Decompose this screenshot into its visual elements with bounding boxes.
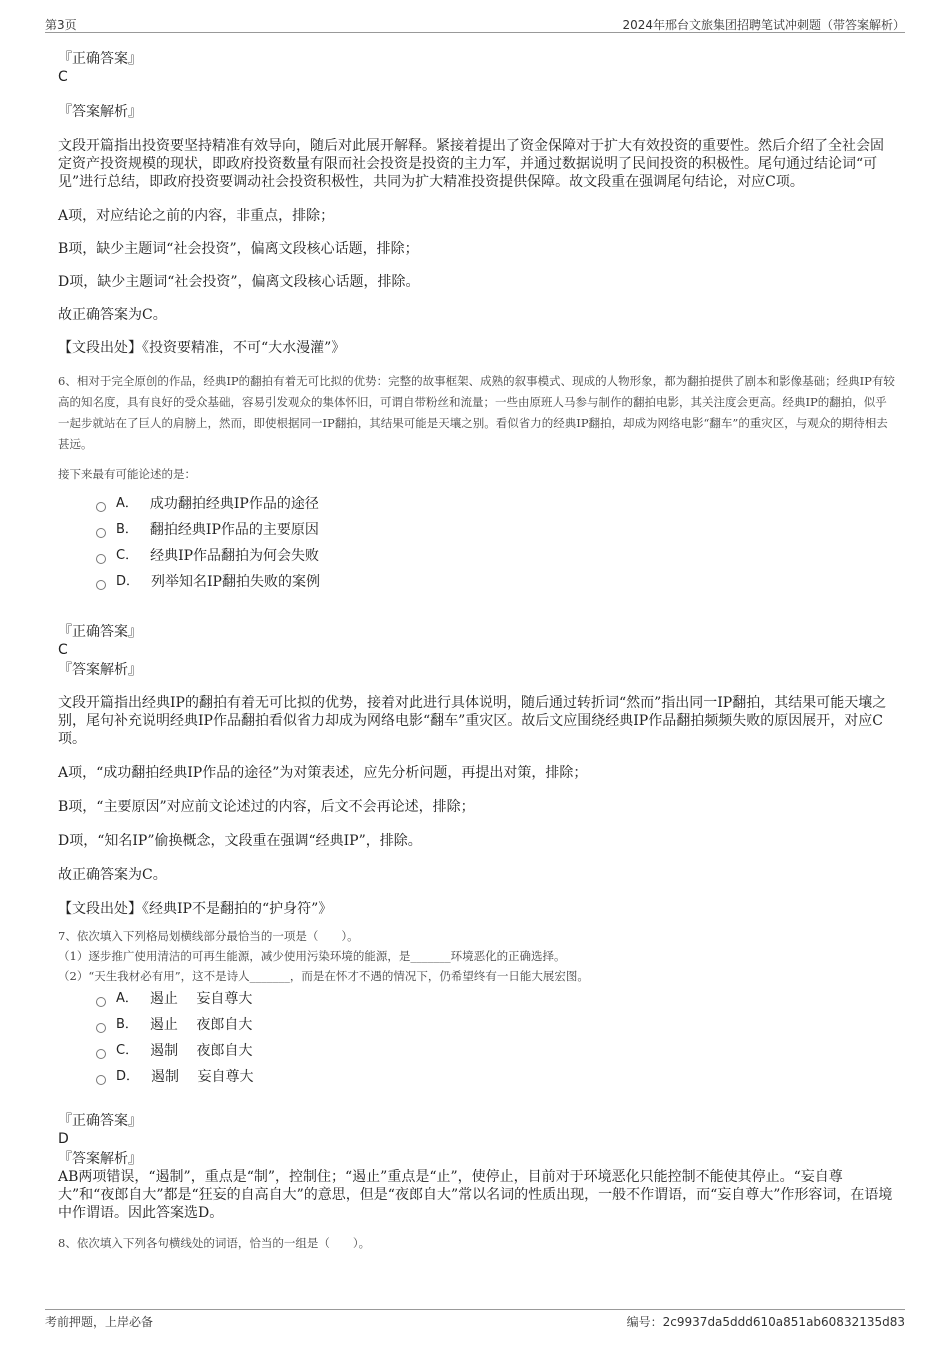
- option-label: A．: [116, 496, 138, 511]
- q6-prompt: 接下来最有可能论述的是：: [58, 467, 196, 481]
- page-header: [45, 12, 905, 32]
- q5-analysis-b: B项，缺少主题词“社会投资”，偏离文段核心话题，排除；: [58, 241, 419, 257]
- q6-analysis-a: A项，“成功翻拍经典IP作品的途径”为对策表述，应先分析问题，再提出对策，排除；: [58, 765, 588, 781]
- radio-icon[interactable]: [96, 997, 106, 1007]
- q7-sub-2: （2）“天生我材必有用”，这不是诗人_______，而是在怀才不遇的情况下，仍希望终有一日能大展宏图。: [58, 969, 589, 983]
- q7-option-a[interactable]: [96, 986, 896, 1012]
- q7-option-c[interactable]: [96, 1038, 896, 1064]
- option-text: 遏止 夜郎自大: [149, 1017, 253, 1033]
- q6-conclusion: 故正确答案为C。: [58, 867, 167, 883]
- radio-icon[interactable]: [96, 1075, 106, 1085]
- q7-options: [96, 986, 896, 1090]
- q6-options: [96, 491, 896, 595]
- q7-option-b[interactable]: [96, 1012, 896, 1038]
- q6-option-c[interactable]: [96, 543, 896, 569]
- q6-analysis-d: D项，“知名IP”偷换概念，文段重在强调“经典IP”，排除。: [58, 833, 422, 849]
- q5-answer-label: 『正确答案』: [58, 51, 142, 67]
- q6-answer: C: [58, 642, 68, 658]
- radio-icon[interactable]: [96, 502, 106, 512]
- q8-stem: 8、依次填入下列各句横线处的词语，恰当的一组是（ ）。: [58, 1236, 371, 1250]
- q5-answer: C: [58, 69, 68, 85]
- option-text: 遏制 夜郎自大: [150, 1043, 253, 1059]
- q5-analysis-d: D项，缺少主题词“社会投资”，偏离文段核心话题，排除。: [58, 274, 420, 290]
- q7-answer: D: [58, 1131, 69, 1147]
- page-number: 第3页: [45, 18, 77, 32]
- q6-analysis-b: B项，“主要原因”对应前文论述过的内容，后文不会再论述，排除；: [58, 799, 475, 815]
- option-label: D．: [116, 1069, 140, 1084]
- header-divider: [45, 32, 905, 33]
- radio-icon[interactable]: [96, 580, 106, 590]
- q5-conclusion: 故正确答案为C。: [58, 307, 167, 323]
- q5-source: 【文段出处】《投资要精准，不可“大水漫灌”》: [58, 340, 346, 356]
- option-text: 翻拍经典IP作品的主要原因: [149, 522, 319, 538]
- q6-stem: 6、相对于完全原创的作品，经典IP的翻拍有着无可比拟的优势：完整的故事框架、成熟的叙事模式、现成的人物形象，都为翻拍提供了剧本和影像基础；经典IP有较高的知名度，具有良好的受众基础，容易引发观众的集体怀旧，可谓自带粉丝和流量；一些由原班人马参与制作的翻拍电影，其关注度会更高。经典IP的翻拍，似乎一起步就站在了巨人的肩膀上，然而，即使根据同一IP翻拍，其结果可能是天壤之别。看似省力的经典IP翻拍，却成为网络电影“翻车”的重灾区，与观众的期待相去甚远。: [58, 374, 895, 451]
- document-code: 编号：2c9937da5ddd610a851ab60832135d83: [626, 1315, 905, 1329]
- page-footer: [45, 1313, 905, 1333]
- radio-icon[interactable]: [96, 1023, 106, 1033]
- option-label: C．: [116, 1043, 139, 1058]
- footer-divider: [45, 1309, 905, 1310]
- radio-icon[interactable]: [96, 1049, 106, 1059]
- q6-option-a[interactable]: [96, 491, 896, 517]
- q6-source: 【文段出处】《经典IP不是翻拍的“护身符”》: [58, 901, 333, 917]
- option-label: B．: [116, 1017, 138, 1032]
- document-title: 2024年邢台文旅集团招聘笔试冲刺题（带答案解析）: [622, 18, 905, 32]
- q5-analysis-a: A项，对应结论之前的内容，非重点，排除；: [58, 208, 335, 224]
- q6-answer-label: 『正确答案』: [58, 624, 142, 640]
- q6-option-d[interactable]: [96, 569, 896, 595]
- footer-slogan: 考前押题，上岸必备: [45, 1315, 154, 1329]
- option-text: 列举知名IP翻拍失败的案例: [151, 574, 320, 590]
- q5-analysis-text: 文段开篇指出投资要坚持精准有效导向，随后对此展开解释。紧接着提出了资金保障对于扩大有效投资的重要性。然后介绍了全社会固定资产投资规模的现状，即政府投资数量有限而社会投资是投资的主力军，并通过数据说明了民间投资的积极性。尾句通过结论词“可见”进行总结，即政府投资要调动社会投资积极性，共同为扩大精准投资提供保障。故文段重在强调尾句结论，对应C项。: [58, 138, 884, 190]
- q7-answer-label: 『正确答案』: [58, 1113, 142, 1129]
- q7-analysis-text: AB两项错误，“遏制”，重点是“制”，控制住；“遏止”重点是“止”，使停止，目前对于环境恶化只能控制不能使其停止。“妄自尊大”和“夜郎自大”都是“狂妄的自高自大”的意思，但是“夜郎自大”常以名词的性质出现，一般不作谓语，而“妄自尊大”作形容词，在语境中作谓语。因此答案选D。: [58, 1169, 893, 1221]
- page-content: [58, 40, 896, 1254]
- q7-sub-1: （1）逐步推广使用清洁的可再生能源，减少使用污染环境的能源，是_______环境恶化的正确选择。: [58, 949, 566, 963]
- option-text: 经典IP作品翻拍为何会失败: [150, 548, 320, 564]
- radio-icon[interactable]: [96, 528, 106, 538]
- option-label: C．: [116, 548, 139, 563]
- option-text: 遏止 妄自尊大: [149, 991, 253, 1007]
- q7-analysis-label: 『答案解析』: [58, 1151, 142, 1167]
- option-label: A．: [116, 991, 138, 1006]
- radio-icon[interactable]: [96, 554, 106, 564]
- option-text: 遏制 妄自尊大: [151, 1069, 254, 1085]
- q6-analysis-text: 文段开篇指出经典IP的翻拍有着无可比拟的优势，接着对此进行具体说明，随后通过转折词“然而”指出同一IP翻拍，其结果可能天壤之别，尾句补充说明经典IP作品翻拍看似省力却成为网络电影“翻车”重灾区。故后文应围绕经典IP作品翻拍频频失败的原因展开，对应C项。: [58, 695, 887, 747]
- q5-analysis-label: 『答案解析』: [58, 104, 142, 120]
- option-label: B．: [116, 522, 138, 537]
- q6-option-b[interactable]: [96, 517, 896, 543]
- option-label: D．: [116, 574, 140, 589]
- q6-analysis-label: 『答案解析』: [58, 662, 142, 678]
- q7-stem: 7、依次填入下列格局划横线部分最恰当的一项是（ ）。: [58, 929, 359, 943]
- option-text: 成功翻拍经典IP作品的途径: [149, 496, 319, 512]
- q7-option-d[interactable]: [96, 1064, 896, 1090]
